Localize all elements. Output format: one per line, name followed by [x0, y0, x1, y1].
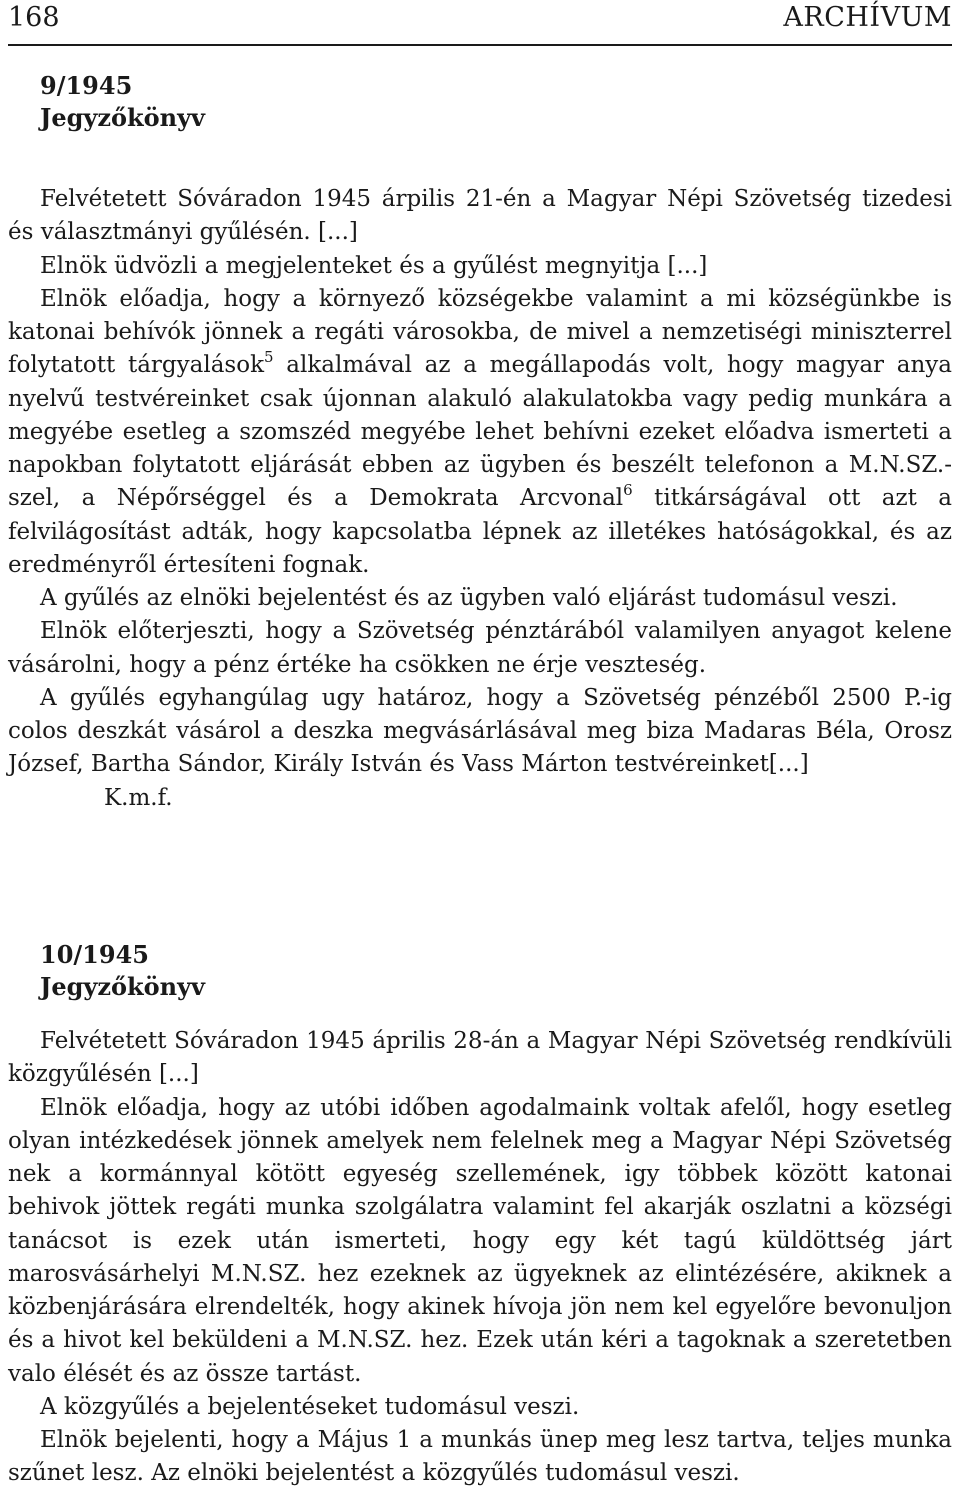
- paragraph-text: alkalmával az a megállapodás volt, hogy magyar anya nyelvű testvéreinket csak újonnan alakuló alakulatokba vagy pedig munkára a megyébe esetleg a szomszéd megyébe lehet behívni ezeket előadva ismerteti a napokban folytatott eljárását ebben az ügyben és beszélt telefonon a M.N.SZ.-szel, a Népőrséggel és a Demokrata Arcvonal: [8, 352, 952, 512]
- paragraph: A gyűlés az elnöki bejelentést és az ügyben való eljárást tudomásul veszi.: [40, 585, 898, 611]
- page-header: [8, 0, 952, 46]
- page-number: 168: [8, 2, 60, 33]
- paragraph: A közgyűlés a bejelentéseket tudomásul veszi.: [40, 1393, 580, 1420]
- section-number: 9/1945: [40, 71, 133, 100]
- paragraph: [8, 283, 952, 582]
- section-number: 10/1945: [40, 940, 149, 969]
- footnote-ref: 6: [623, 481, 633, 500]
- section-body: [8, 183, 952, 815]
- paragraph: Elnök bejelenti, hogy a Május 1 a munkás ünep meg lesz tartva, teljes munka szűnet lesz. Az elnöki bejelentést a közgyűlés tudomásul veszi.: [8, 1427, 952, 1487]
- closing-formula: K.m.f.: [104, 784, 173, 811]
- paragraph: Felvétetett Sóváradon 1945 árpilis 21-én a Magyar Népi Szövetség tizedesi és választmányi gyűlésén. [...]: [8, 186, 952, 246]
- paragraph: Elnök előterjeszti, hogy a Szövetség pénztárából valamilyen anyagot kelene vásárolni, hogy a pénz értéke ha csökken ne érje veszteség.: [8, 618, 952, 678]
- paragraph-text: Elnök előadja, hogy a környező községekbe valamint a mi községünkbe is katonai behívók jönnek a regáti városokba, de mivel a nemzetiségi miniszterrel folytatott tárgyalások: [8, 285, 952, 379]
- section-title: Jegyzőkönyv: [40, 972, 205, 1001]
- paragraph: Elnök előadja, hogy az utóbi időben agodalmaink voltak afelől, hogy esetleg olyan intézkedések jönnek amelyek nem felelnek meg a Magyar Népi Szövetség nek a kormánnyal kötött egyeség szellemének, igy többek között katonai behivok jöttek regáti munka szolgálatra valamint fel akarják oszlatni a községi tanácsot is ezek után ismerteti, hogy egy két tagú küldöttség járt marosvásárhelyi M.N.SZ. hez ezeknek az ügyeknek az elintézésére, akiknek a közbenjárására elrendelték, hogy akinek hívoja jön nem kel egyelőre bevonuljon és a hivot kel beküldeni a M.N.SZ. hez. Ezek után kéri a tagoknak a szeretetben valo élését és az össze tartást.: [8, 1094, 952, 1387]
- footnote-ref: 5: [264, 348, 274, 367]
- section-body: [8, 1025, 952, 1491]
- paragraph: Felvétetett Sóváradon 1945 április 28-án a Magyar Népi Szövetség rendkívüli közgyűlésén [...]: [8, 1028, 952, 1088]
- section-title: Jegyzőkönyv: [40, 103, 205, 132]
- header-rule: [8, 44, 952, 46]
- running-head: ARCHÍVUM: [783, 2, 952, 33]
- paragraph: A gyűlés egyhangúlag ugy határoz, hogy a Szövetség pénzéből 2500 P.-ig colos deszkát vásárol a deszka megvásárlásával meg biza Madaras Béla, Orosz József, Bartha Sándor, Király István és Vass Márton testvéreinket[...]: [8, 684, 952, 778]
- paragraph: Elnök üdvözli a megjelenteket és a gyűlést megnyitja [...]: [40, 252, 708, 279]
- paragraph-text: titkárságával ott azt a felvilágosítást adták, hogy kapcsolatba lépnek az illetékes hatóságokkal, és az eredményről értesíteni fognak.: [8, 485, 952, 578]
